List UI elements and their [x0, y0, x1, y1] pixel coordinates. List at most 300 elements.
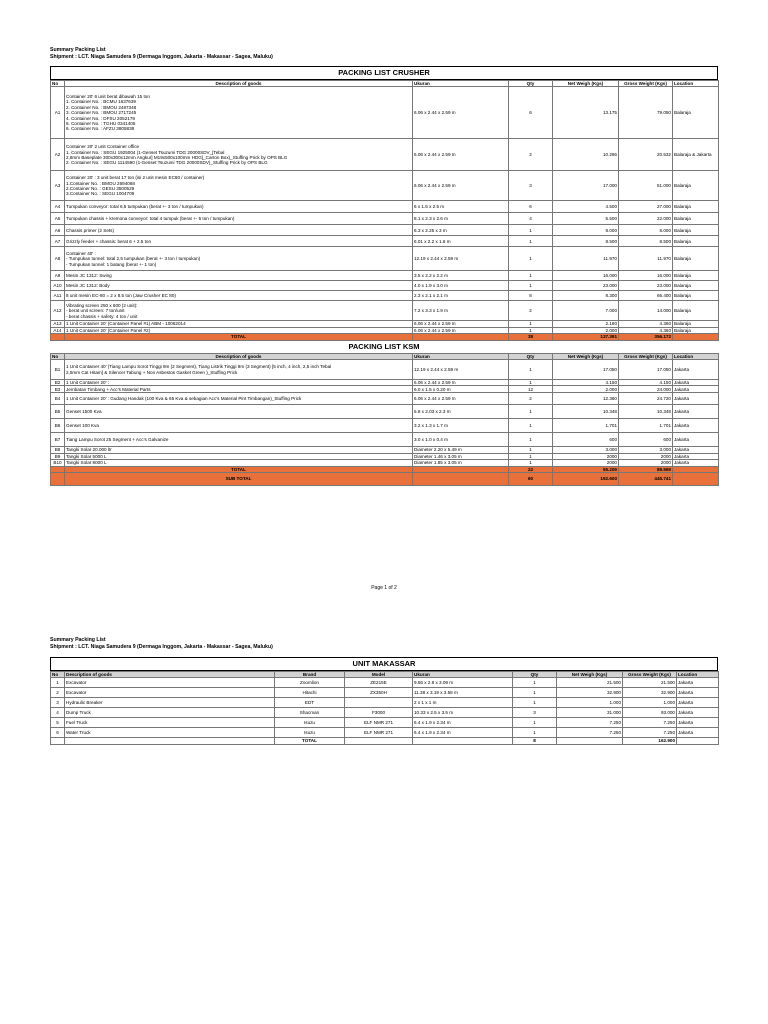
row-no: A1 [51, 87, 65, 139]
col-qty: Qty [509, 353, 553, 359]
table-row [51, 87, 719, 139]
row-gross: 23.000 [619, 281, 673, 291]
ksm-section-title: PACKING LIST KSM [348, 341, 420, 351]
row-description: Dump Truck [65, 708, 275, 718]
row-brand: Isuzu [275, 718, 345, 728]
table-row [51, 698, 719, 708]
row-net: 1.701 [553, 419, 619, 433]
row-location: Jakarta [673, 447, 719, 453]
row-qty: 1 [509, 405, 553, 419]
row-no: A12 [51, 301, 65, 321]
row-net: 31.000 [557, 708, 623, 718]
row-net: 32.900 [557, 688, 623, 698]
row-net: 2000 [553, 453, 619, 459]
row-gross: 22.000 [619, 213, 673, 225]
col-model: Model [345, 672, 413, 678]
row-ukuran: Diameter 1.85 x 3.05 m [413, 460, 509, 466]
subtotal-row [51, 473, 719, 486]
crusher-total-qty: 38 [509, 334, 553, 340]
row-location: Balaraja [673, 225, 719, 236]
col-qty: Qty [513, 672, 557, 678]
row-no: B8 [51, 447, 65, 453]
row-gross: 4.360 [619, 321, 673, 327]
document-title: Summary Packing List [50, 637, 106, 643]
row-gross: 27.000 [619, 201, 673, 213]
row-net: 17.000 [553, 171, 619, 201]
row-gross: 79.050 [619, 87, 673, 139]
table-row [51, 708, 719, 718]
row-location: Jakarta [673, 380, 719, 386]
row-qty: 4 [509, 213, 553, 225]
row-description: Jembatan Timbang + Acc's Material Parts [65, 386, 413, 393]
row-ukuran: 5.8 x 2.03 x 2.3 m [413, 405, 509, 419]
row-no: 4 [51, 708, 65, 718]
row-location: Balaraja [673, 281, 719, 291]
row-no: A3 [51, 171, 65, 201]
row-ukuran: 6.4 x 1.9 x 2.34 m [413, 718, 513, 728]
row-qty: 1 [509, 281, 553, 291]
row-net: 8.500 [553, 236, 619, 247]
table-row [51, 393, 719, 405]
row-gross: 24.000 [619, 386, 673, 393]
crusher-total-net: 137.391 [553, 334, 619, 340]
row-gross: 32.900 [623, 688, 677, 698]
row-description: Excavator [65, 688, 275, 698]
table-row [51, 171, 719, 201]
row-description: Tumpukan chassis + kremona conveyor: total 4 tumpuk (berat +- 5 ton / tumpukan) [65, 213, 413, 225]
row-ukuran: 6.06 x 2.44 x 2.59 m [413, 87, 509, 139]
subtotal-net: 192.600 [553, 473, 619, 486]
row-gross: 2000 [619, 460, 673, 466]
row-no: A7 [51, 236, 65, 247]
row-qty: 1 [509, 247, 553, 271]
subtotal-qty: 60 [509, 473, 553, 486]
row-description: Container 20' 2 unit Container office 1. Container No. : SEGU 1925004 (1-Genset Tsuzumi TDG 20000SDV_[Tebal 2,8mm Baseplate 300x300x12mm Angkur] M19x500x100mm HDG]_Carton Box)_Stuffing Prick by OPS BLG 2. Container No. : SEGU 1114590 (1-Genset Tsuzumi TDG 20000SDV)_Stuffing Prick by OPS BLG [65, 139, 413, 171]
row-gross: 4.150 [619, 380, 673, 386]
makassar-total-label: TOTAL [275, 738, 345, 744]
table-row [51, 281, 719, 291]
row-ukuran: 3.0 x 1.0 x 0.4 m [413, 433, 509, 447]
row-ukuran: 7.2 x 3.3 x 1.9 m [413, 301, 509, 321]
row-qty: 6 [509, 87, 553, 139]
table-row [51, 236, 719, 247]
row-location: Balaraja [673, 171, 719, 201]
row-location: Balaraja [673, 236, 719, 247]
row-ukuran: 6.06 x 2.44 x 2.59 m [413, 139, 509, 171]
row-description: 1 Unit Container 20' (Container Panel #2) [65, 327, 413, 333]
row-net: 17.050 [553, 360, 619, 380]
row-no: A2 [51, 139, 65, 171]
row-qty: 1 [509, 327, 553, 333]
col-no: No [51, 353, 65, 359]
row-gross: 3.000 [619, 447, 673, 453]
col-ukuran: Ukuran [413, 81, 509, 87]
row-qty: 6 [509, 201, 553, 213]
table-row [51, 247, 719, 271]
row-location: Balaraja [673, 247, 719, 271]
row-location: Jakarta [677, 718, 719, 728]
row-ukuran: Diameter 2.20 x 5.49 m [413, 447, 509, 453]
col-ukuran: Ukuran [413, 672, 513, 678]
row-description: Tangki Solar 8000 L [65, 460, 413, 466]
row-qty: 3 [513, 708, 557, 718]
row-net: 11.970 [553, 247, 619, 271]
row-model: ELF NMR 271 [345, 728, 413, 738]
makassar-total-qty: 8 [513, 738, 557, 744]
row-ukuran: 3.2 x 1.3 x 1.7 m [413, 419, 509, 433]
row-net: 12.360 [553, 393, 619, 405]
row-ukuran: 6.3 x 2.25 x 3 m [413, 225, 509, 236]
row-net: 600 [553, 433, 619, 447]
row-net: 2.000 [553, 327, 619, 333]
row-location: Balaraja [673, 87, 719, 139]
row-ukuran: 9.56 x 2.8 x 3.09 m [413, 678, 513, 688]
ksm-total-net: 55.209 [553, 466, 619, 472]
crusher-table [50, 80, 719, 341]
table-row [51, 360, 719, 380]
row-location: Jakarta [673, 460, 719, 466]
row-net: 2.000 [553, 386, 619, 393]
row-ukuran: 6.01 x 2.2 x 1.6 m [413, 236, 509, 247]
row-description: Chassis primer (2 Sets) [65, 225, 413, 236]
row-qty: 1 [509, 271, 553, 281]
row-qty: 1 [509, 321, 553, 327]
row-no: A11 [51, 291, 65, 301]
row-net: 3.000 [553, 447, 619, 453]
col-description: Description of goods [65, 353, 413, 359]
col-description: Description of goods [65, 81, 413, 87]
row-description: Tangki Solar 5000 L [65, 453, 413, 459]
table-row [51, 271, 719, 281]
row-location: Jakarta [677, 678, 719, 688]
row-brand: Shacman [275, 708, 345, 718]
ksm-table [50, 353, 719, 486]
row-no: B9 [51, 453, 65, 459]
row-net: 4.150 [553, 380, 619, 386]
row-qty: 3 [509, 171, 553, 201]
table-row [51, 213, 719, 225]
row-qty: 1 [509, 447, 553, 453]
col-location: Location [673, 81, 719, 87]
page-footer: Page 1 of 2 [371, 585, 397, 591]
row-no: B7 [51, 433, 65, 447]
row-ukuran: 8.1 x 2.3 x 2.6 m [413, 213, 509, 225]
table-row [51, 386, 719, 393]
row-location: Jakarta [677, 728, 719, 738]
row-description: Mesin JC 1312: Body [65, 281, 413, 291]
table-row [51, 301, 719, 321]
row-brand: Zoomlion [275, 678, 345, 688]
row-net: 7.250 [557, 728, 623, 738]
row-no: A4 [51, 201, 65, 213]
row-qty: 2 [509, 139, 553, 171]
col-location: Location [677, 672, 719, 678]
row-qty: 1 [509, 236, 553, 247]
row-net: 8.000 [553, 225, 619, 236]
row-description: 1 Unit Container 20' : [65, 380, 413, 386]
row-location: Jakarta [673, 360, 719, 380]
row-location: Balaraja [673, 271, 719, 281]
row-model [345, 698, 413, 708]
row-net: 4.500 [553, 201, 619, 213]
row-gross: 2000 [619, 453, 673, 459]
row-no: A9 [51, 271, 65, 281]
row-location: Jakarta [677, 698, 719, 708]
row-description: 1 Unit Container 20' (Container Panel #1) ABM - 10062014 [65, 321, 413, 327]
row-ukuran: 6.06 x 2.44 x 2.59 m [413, 393, 509, 405]
row-ukuran: 6.06 x 2.44 x 2.59 m [413, 380, 509, 386]
row-description: Container 20' 6 unit berat dibawah 15 ton 1. Container No. : BCMU 1637639 2. Container No. : BMOU 2487348 3. Container No. : BMOU 2717245 4. Container No. : DFSU 2052179 5. Container No. : TGHU 0341405 6. Container No. : AFZU 3805838 [65, 87, 413, 139]
row-description: Tumpukan conveyor: total 6,5 tumpukan (berat +- 3 ton / tumpukan) [65, 201, 413, 213]
row-location: Jakarta [673, 405, 719, 419]
row-no: 6 [51, 728, 65, 738]
table-row [51, 225, 719, 236]
crusher-total-gross: 356.172 [619, 334, 673, 340]
row-ukuran: 4.0 x 1.9 x 3.0 m [413, 281, 509, 291]
row-description: 1 Unit Container 20' : Gudang Handak (100 Kva & 65 Kva & sebagian Acc's Material Pint Timbangan)_Stuffing Prick [65, 393, 413, 405]
row-gross: 51.000 [619, 171, 673, 201]
row-location: Balaraja [673, 321, 719, 327]
row-ukuran: 6.06 x 2.44 x 2.59 m [413, 321, 509, 327]
crusher-total-row [51, 334, 719, 340]
row-description: Vibrating screen 250 x 600 (2 unit): - berat unit screen: 7 ton/unit - berat chassis + safety: 4 ton / unit [65, 301, 413, 321]
row-qty: 1 [513, 678, 557, 688]
row-qty: 1 [509, 360, 553, 380]
row-qty: 1 [513, 698, 557, 708]
col-ukuran: Ukuran [413, 353, 509, 359]
row-gross: 4.360 [619, 327, 673, 333]
row-location: Jakarta [673, 386, 719, 393]
row-ukuran: 12.19 x 2.44 x 2.59 m [413, 247, 509, 271]
row-location: Balaraja [673, 301, 719, 321]
makassar-section-title: UNIT MAKASSAR [50, 657, 718, 671]
row-gross: 8.500 [619, 236, 673, 247]
row-description: Hydraulic Breaker [65, 698, 275, 708]
row-model: F3000 [345, 708, 413, 718]
row-location: Jakarta [673, 393, 719, 405]
col-location: Location [673, 353, 719, 359]
row-gross: 8.000 [619, 225, 673, 236]
table-row [51, 419, 719, 433]
row-gross: 600 [619, 433, 673, 447]
row-net: 7.000 [553, 301, 619, 321]
row-ukuran: 6.06 x 2.44 x 2.59 m [413, 171, 509, 201]
row-net: 7.250 [557, 718, 623, 728]
row-brand: Isuzu [275, 728, 345, 738]
row-net: 23.000 [553, 281, 619, 291]
col-net: Net Weigh (Kgs) [553, 81, 619, 87]
row-gross: 10.348 [619, 405, 673, 419]
row-ukuran: 2 x 1 x 1 m [413, 698, 513, 708]
row-description: Tangki Solar 20.000 ltr [65, 447, 413, 453]
row-no: B6 [51, 419, 65, 433]
row-description: Container 40' : - Tumpukan tunnel: total 2,5 tumpukan (berat +- 3 ton / tumpukan) - Tumpukan tunnel: 1 batang (berat +- 1 ton) [65, 247, 413, 271]
col-gross: Gross Weight (Kgs) [619, 81, 673, 87]
page-1 [50, 47, 718, 486]
row-description: Tiang Lampu Sorot 25 Segment + Acc's Galvanize [65, 433, 413, 447]
row-location: Jakarta [677, 708, 719, 718]
row-model: ZX350H [345, 688, 413, 698]
row-ukuran: 6.0 x 1.5 x 0.20 m [413, 386, 509, 393]
row-ukuran: 12.19 x 2.44 x 2.59 m [413, 360, 509, 380]
row-ukuran: 2.3 x 2.1 x 2.1 m [413, 291, 509, 301]
row-location: Balaraja [673, 291, 719, 301]
row-no: A14 [51, 327, 65, 333]
row-qty: 1 [513, 728, 557, 738]
table-row [51, 728, 719, 738]
row-no: B4 [51, 393, 65, 405]
table-row [51, 678, 719, 688]
row-net: 2000 [553, 460, 619, 466]
row-no: 3 [51, 698, 65, 708]
row-location: Balaraja [673, 213, 719, 225]
row-qty: 1 [509, 460, 553, 466]
row-model: ZE215E [345, 678, 413, 688]
row-model: ELF NMR 271 [345, 718, 413, 728]
col-description: Description of goods [65, 672, 275, 678]
row-description: 8 unit mesin EC-80 = 2 x 8.5 ton (Jaw Crusher EC 80) [65, 291, 413, 301]
row-description: 1 Unit Container 40' (Tiang Lampu Sorot Tinggi 9m (2 Segment), Tiang Listrik Tinggi 9m (3 Segment) [5 inch, 4 inch, 2,5 inch Tebal 2,5mm Cat Hitam] & Silencer Tabung + Non Asbestos Gasket Green )_Stuffing Prick [65, 360, 413, 380]
row-no: B2 [51, 380, 65, 386]
subtotal-gross: 445.741 [619, 473, 673, 486]
row-brand: EDT [275, 698, 345, 708]
makassar-total-row [51, 738, 719, 744]
table-row [51, 688, 719, 698]
row-gross: 20.532 [619, 139, 673, 171]
table-row [51, 291, 719, 301]
row-description: Mesin JC 1312: Swing [65, 271, 413, 281]
row-description: Grizzly feeder + chassis: berat 6 + 2.5 ton [65, 236, 413, 247]
col-net: Net Weigh (Kgs) [553, 353, 619, 359]
col-no: No [51, 81, 65, 87]
row-no: B1 [51, 360, 65, 380]
row-no: A13 [51, 321, 65, 327]
row-location: Balaraja [673, 327, 719, 333]
row-no: A5 [51, 213, 65, 225]
row-gross: 66.400 [619, 291, 673, 301]
row-net: 13.175 [553, 87, 619, 139]
row-gross: 14.000 [619, 301, 673, 321]
makassar-total-gross: 162.900 [623, 738, 677, 744]
row-gross: 21.500 [623, 678, 677, 688]
row-gross: 93.000 [623, 708, 677, 718]
row-net: 8.300 [553, 291, 619, 301]
ksm-total-label: TOTAL [65, 466, 413, 472]
table-row [51, 201, 719, 213]
row-gross: 7.250 [623, 728, 677, 738]
row-ukuran: 11.38 x 3.19 x 3.58 m [413, 688, 513, 698]
row-location: Jakarta [673, 453, 719, 459]
row-net: 5.500 [553, 213, 619, 225]
row-net: 16.000 [553, 271, 619, 281]
ksm-total-gross: 89.569 [619, 466, 673, 472]
row-location: Balaraja & Jakarta [673, 139, 719, 171]
row-qty: 1 [513, 688, 557, 698]
row-qty: 1 [509, 419, 553, 433]
row-location: Jakarta [673, 419, 719, 433]
row-ukuran: Diameter 1.46 x 3.05 m [413, 453, 509, 459]
table-row [51, 433, 719, 447]
row-ukuran: 6.4 x 1.9 x 2.34 m [413, 728, 513, 738]
row-qty: 1 [509, 453, 553, 459]
row-no: B5 [51, 405, 65, 419]
row-no: 2 [51, 688, 65, 698]
row-location: Balaraja [673, 201, 719, 213]
document-title: Summary Packing List [50, 47, 106, 53]
row-gross: 24.720 [619, 393, 673, 405]
row-no: 5 [51, 718, 65, 728]
row-qty: 1 [509, 433, 553, 447]
page-2 [50, 637, 718, 745]
row-gross: 11.970 [619, 247, 673, 271]
row-description: Water Truck [65, 728, 275, 738]
row-qty: 1 [509, 380, 553, 386]
table-row [51, 139, 719, 171]
row-net: 1.000 [557, 698, 623, 708]
shipment-line: Shipment : LCT. Niaga Samudera 9 (Dermaga Inggom, Jakarta - Makassar - Sagea, Maluku) [50, 53, 273, 60]
row-gross: 1.000 [623, 698, 677, 708]
row-qty: 12 [509, 386, 553, 393]
row-ukuran: 10.33 x 2.5 x 3.5 m [413, 708, 513, 718]
row-no: A6 [51, 225, 65, 236]
row-no: B10 [51, 460, 65, 466]
table-row [51, 405, 719, 419]
row-location: Jakarta [677, 688, 719, 698]
row-qty: 8 [509, 291, 553, 301]
row-description: Genset 1500 Kva [65, 405, 413, 419]
row-gross: 7.250 [623, 718, 677, 728]
col-qty: Qty [509, 81, 553, 87]
col-no: No [51, 672, 65, 678]
crusher-section-title: PACKING LIST CRUSHER [50, 66, 718, 80]
row-description: Container 20' : 3 unit berat 17 ton (isi 2 unit mesin EC80 / container) 1.Container No. : BMOU 2694068 2.Container No. : GESU 3500529 3.Container No. : SEGU 1004709 [65, 171, 413, 201]
row-location: Jakarta [673, 433, 719, 447]
row-brand: Hitachi [275, 688, 345, 698]
subtotal-label: SUB TOTAL [65, 473, 413, 486]
row-description: Excavator [65, 678, 275, 688]
makassar-table [50, 671, 719, 745]
row-description: Genset 100 Kva [65, 419, 413, 433]
row-qty: 1 [513, 718, 557, 728]
table-row [51, 718, 719, 728]
row-gross: 1.701 [619, 419, 673, 433]
col-gross: Gross Weight (Kgs) [619, 353, 673, 359]
row-no: B3 [51, 386, 65, 393]
row-ukuran: 3.5 x 2.2 x 2.2 m [413, 271, 509, 281]
row-gross: 17.050 [619, 360, 673, 380]
row-qty: 1 [509, 225, 553, 236]
row-qty: 2 [509, 301, 553, 321]
row-ukuran: 6 x 1.5 x 2.5 m [413, 201, 509, 213]
row-no: A8 [51, 247, 65, 271]
row-no: 1 [51, 678, 65, 688]
row-gross: 16.000 [619, 271, 673, 281]
row-qty: 2 [509, 393, 553, 405]
row-no: A10 [51, 281, 65, 291]
col-gross: Gross Weight (Kgs) [623, 672, 677, 678]
row-net: 2.180 [553, 321, 619, 327]
col-brand: Brand [275, 672, 345, 678]
row-net: 10.266 [553, 139, 619, 171]
crusher-total-label: TOTAL [65, 334, 413, 340]
shipment-line: Shipment : LCT. Niaga Samudera 9 (Dermaga Inggom, Jakarta - Makassar - Sagea, Maluku) [50, 643, 273, 650]
row-net: 10.348 [553, 405, 619, 419]
row-ukuran: 6.06 x 2.44 x 2.59 m [413, 327, 509, 333]
row-description: Fuel Truck [65, 718, 275, 728]
col-net: Net Weigh (Kgs) [557, 672, 623, 678]
row-net: 21.500 [557, 678, 623, 688]
ksm-total-qty: 22 [509, 466, 553, 472]
